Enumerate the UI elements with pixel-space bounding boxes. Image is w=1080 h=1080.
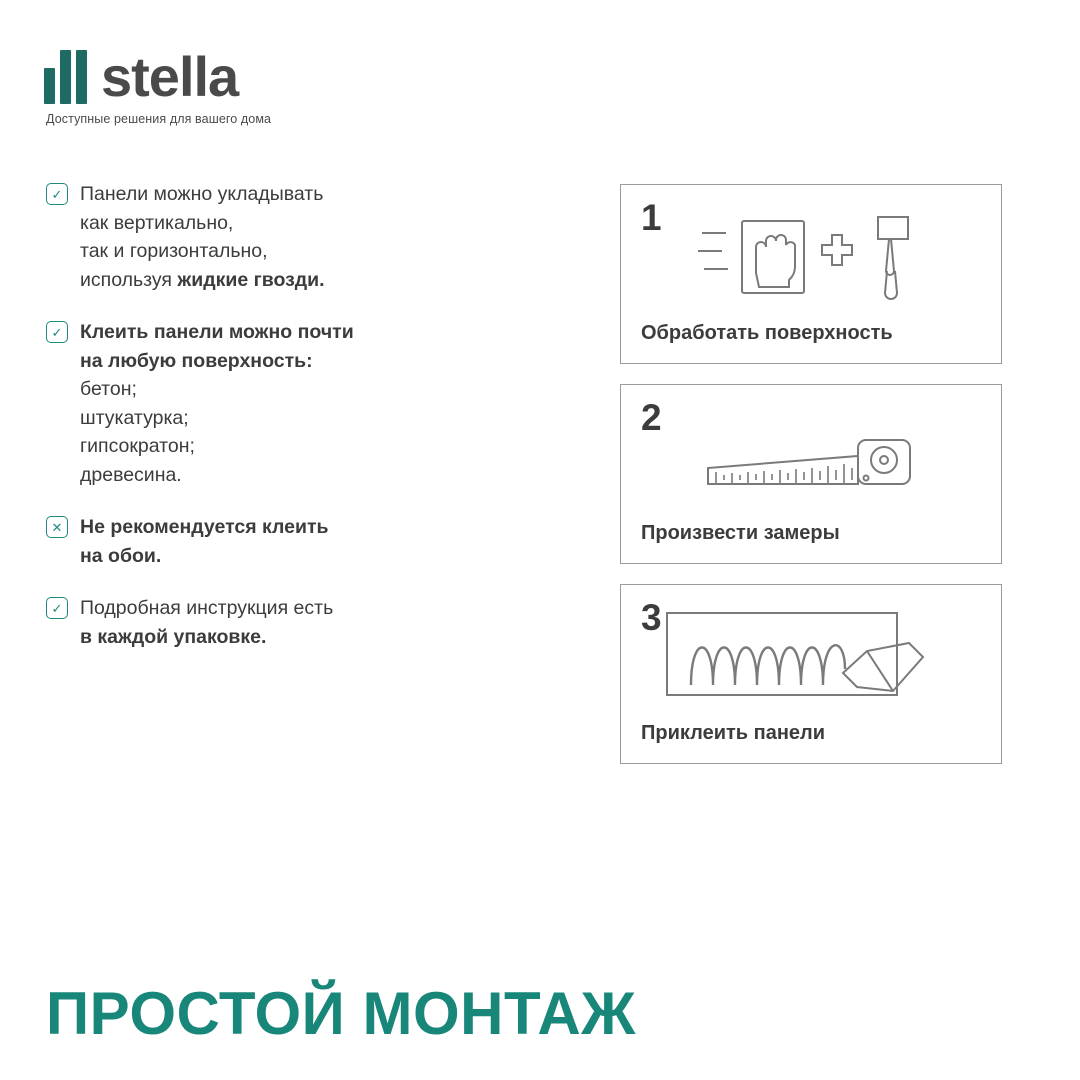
bullet-line-emphasis: жидкие гвозди. [177, 268, 325, 291]
tape-measure-icon [621, 413, 1001, 513]
check-square-icon: ✓ [46, 183, 68, 205]
installation-steps [620, 184, 1002, 784]
step-card [620, 184, 1002, 364]
bullet-line: так и горизонтально, [80, 240, 268, 262]
bullet-line: бетон; [80, 378, 137, 400]
list-item [46, 594, 506, 651]
bullet-line: в каждой упаковке. [80, 625, 267, 648]
list-item-text [80, 180, 325, 294]
logo-row [44, 42, 464, 108]
step-number: 1 [641, 197, 662, 238]
step-card [620, 584, 1002, 764]
feature-bullet-list [46, 180, 506, 675]
hand-sponge-and-spatula-icon [621, 205, 1001, 305]
bullet-line [80, 266, 325, 295]
step-caption: Приклеить панели [641, 722, 826, 744]
bullet-line: на любую поверхность: [80, 349, 313, 372]
check-square-icon: ✓ [46, 321, 68, 343]
page-title: ПРОСТОЙ МОНТАЖ [46, 980, 636, 1047]
list-item [46, 180, 506, 294]
list-item-text [80, 318, 354, 489]
list-item [46, 318, 506, 489]
glue-gun-zigzag-icon [621, 607, 1001, 707]
brand-name: stella [101, 45, 239, 108]
bullet-line: Панели можно укладывать [80, 183, 324, 205]
list-item-text [80, 513, 329, 570]
stella-bars-icon [44, 50, 87, 104]
check-square-icon: ✓ [46, 597, 68, 619]
bullet-line: Клеить панели можно почти [80, 321, 354, 343]
bullet-line: Не рекомендуется клеить [80, 516, 329, 538]
bullet-line: штукатурка; [80, 406, 189, 429]
list-item [46, 513, 506, 570]
cross-square-icon: ✕ [46, 516, 68, 538]
bullet-line: как вертикально, [80, 211, 234, 234]
step-card [620, 384, 1002, 564]
bullet-line: гипсократон; [80, 435, 195, 457]
brand-tagline: Доступные решения для вашего дома [46, 112, 272, 126]
bullet-line: Подробная инструкция есть [80, 597, 334, 619]
bullet-line: древесина. [80, 463, 182, 486]
step-caption: Обработать поверхность [641, 322, 893, 344]
brand-logo [44, 42, 464, 126]
bullet-line-lead: используя [80, 268, 178, 291]
bullet-line: на обои. [80, 544, 162, 567]
step-number: 2 [641, 397, 662, 438]
step-number: 3 [641, 597, 662, 638]
step-caption: Произвести замеры [641, 522, 840, 544]
list-item-text [80, 594, 333, 651]
